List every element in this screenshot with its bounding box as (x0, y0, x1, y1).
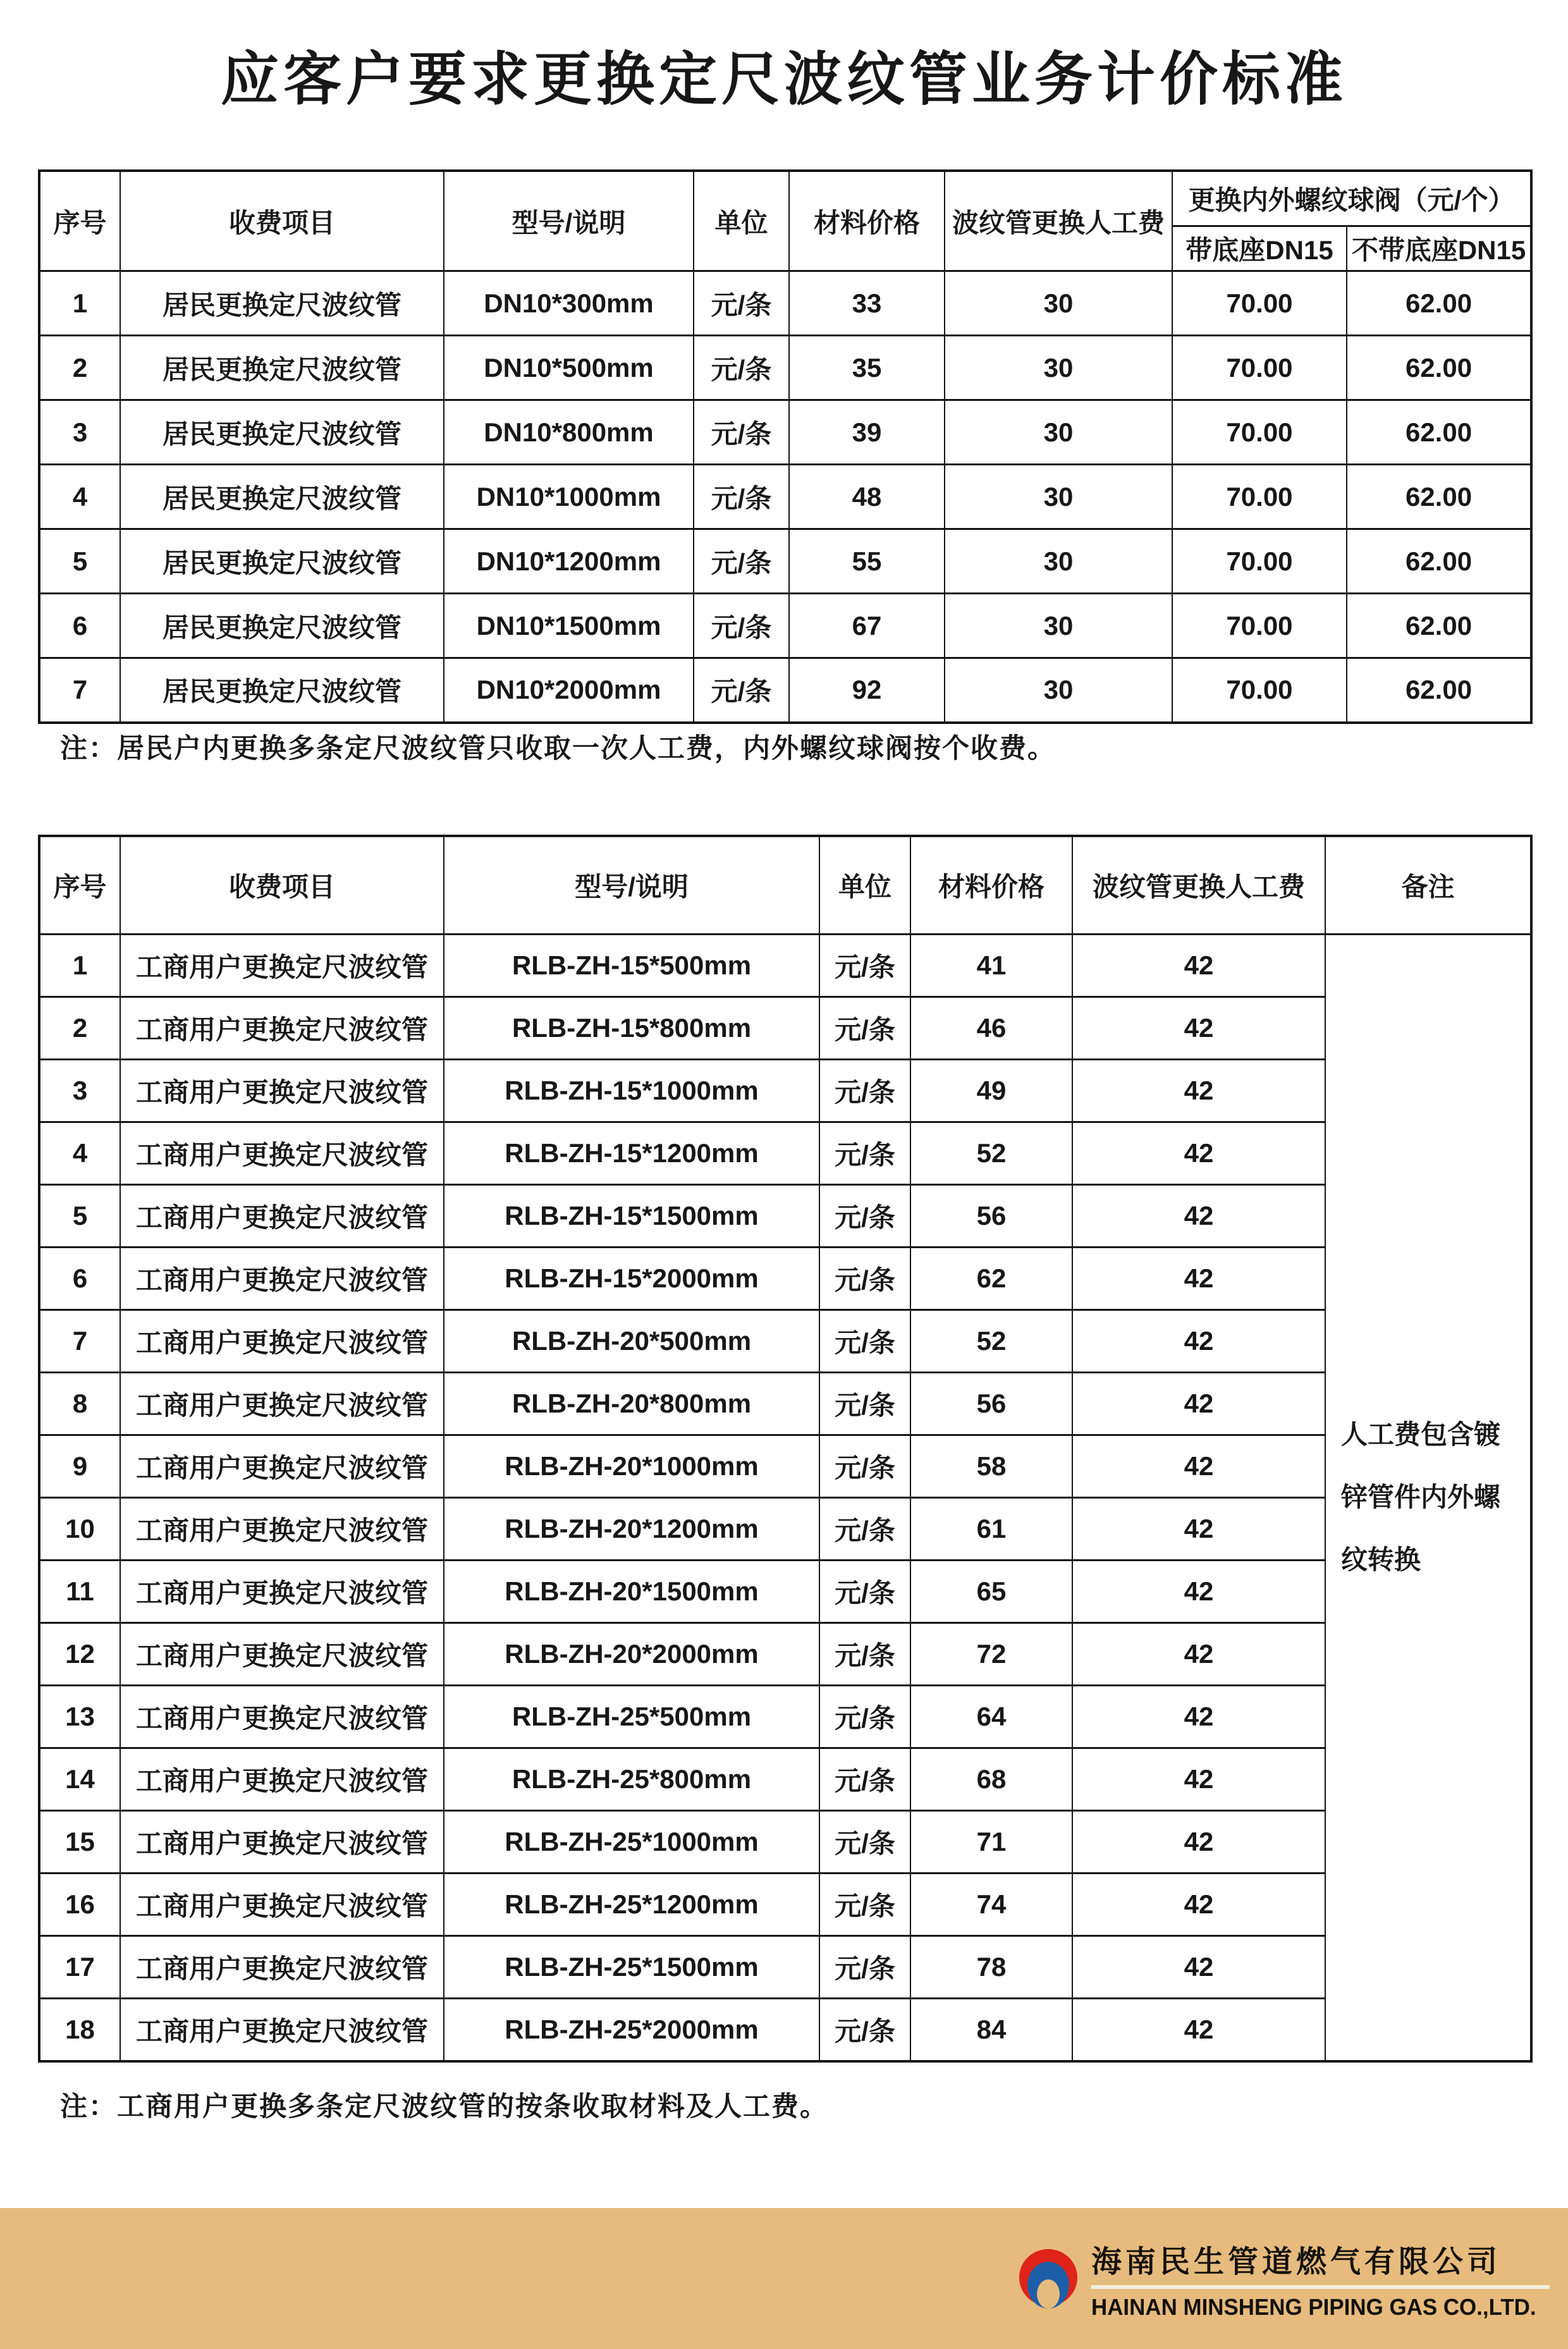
table-cell: 5 (39, 1185, 120, 1248)
table-cell: 元/条 (694, 271, 789, 336)
table-cell: 7 (39, 658, 120, 723)
table-cell: DN10*1000mm (444, 465, 694, 529)
table-cell: 30 (945, 400, 1172, 465)
table-cell: 65 (910, 1561, 1072, 1623)
company-name-english: HAINAN MINSHENG PIPING GAS CO.,LTD. (1091, 2293, 1536, 2320)
table-cell: 14 (39, 1748, 120, 1811)
table-cell: 工商用户更换定尺波纹管 (120, 1373, 444, 1435)
table-cell: 58 (910, 1435, 1072, 1498)
table-cell: 居民更换定尺波纹管 (120, 271, 444, 336)
table-cell: 70.00 (1172, 400, 1347, 465)
table-cell: 42 (1072, 1185, 1325, 1248)
table-cell: 元/条 (819, 1373, 910, 1435)
table-cell: 工商用户更换定尺波纹管 (120, 1122, 444, 1185)
column-header-valve-with-base: 带底座DN15 (1172, 226, 1347, 271)
table-cell: 居民更换定尺波纹管 (120, 594, 444, 658)
table-cell: 30 (945, 658, 1172, 723)
column-header-valve-group: 更换内外螺纹球阀（元/个） (1172, 171, 1531, 226)
table-cell: 42 (1072, 1686, 1325, 1748)
table-row (39, 1936, 1531, 1999)
table-cell: 49 (910, 1060, 1072, 1122)
table-cell: 工商用户更换定尺波纹管 (120, 1623, 444, 1686)
table-cell: 12 (39, 1623, 120, 1686)
table-row (39, 1248, 1531, 1310)
column-header-seq: 序号 (39, 171, 120, 271)
table-cell: 元/条 (819, 1310, 910, 1373)
table-cell: 42 (1072, 1623, 1325, 1686)
table-cell: 70.00 (1172, 336, 1347, 400)
table-cell: 46 (910, 997, 1072, 1060)
table-row (39, 465, 1531, 529)
column-header-labor-fee: 波纹管更换人工费 (1072, 836, 1325, 935)
table-cell: RLB-ZH-25*500mm (444, 1686, 819, 1748)
table-cell: 41 (910, 935, 1072, 997)
table-cell: 10 (39, 1498, 120, 1561)
table-row (39, 336, 1531, 400)
table-cell: 工商用户更换定尺波纹管 (120, 1561, 444, 1623)
table-cell: 工商用户更换定尺波纹管 (120, 1748, 444, 1811)
table-cell: 工商用户更换定尺波纹管 (120, 1811, 444, 1874)
table-cell: 工商用户更换定尺波纹管 (120, 1060, 444, 1122)
column-header-model: 型号/说明 (444, 836, 819, 935)
table-row (39, 1122, 1531, 1185)
table-cell: DN10*300mm (444, 271, 694, 336)
table-cell: RLB-ZH-15*1200mm (444, 1122, 819, 1185)
table-cell: DN10*1500mm (444, 594, 694, 658)
table-cell: 64 (910, 1686, 1072, 1748)
table-cell: 元/条 (819, 1561, 910, 1623)
table-row (39, 1373, 1531, 1435)
table-cell: 6 (39, 1248, 120, 1310)
table-cell: 56 (910, 1373, 1072, 1435)
table-row (39, 1874, 1531, 1936)
table1-header-row (39, 171, 1531, 226)
table-cell: 3 (39, 1060, 120, 1122)
table-cell: 元/条 (694, 594, 789, 658)
table-cell: 元/条 (694, 529, 789, 594)
table-cell: 3 (39, 400, 120, 465)
table-cell: RLB-ZH-25*800mm (444, 1748, 819, 1811)
table-cell: DN10*2000mm (444, 658, 694, 723)
table-cell: 工商用户更换定尺波纹管 (120, 1686, 444, 1748)
table-cell: 70.00 (1172, 594, 1347, 658)
table-row (39, 1686, 1531, 1748)
table-cell: 元/条 (819, 1060, 910, 1122)
table-cell: RLB-ZH-15*800mm (444, 997, 819, 1060)
column-header-valve-without-base: 不带底座DN15 (1347, 226, 1531, 271)
table-row (39, 529, 1531, 594)
table-row (39, 658, 1531, 723)
table-cell: 70.00 (1172, 658, 1347, 723)
table-cell: 62.00 (1347, 400, 1531, 465)
table-cell: 工商用户更换定尺波纹管 (120, 1999, 444, 2061)
table-row (39, 1999, 1531, 2061)
table-cell: 62.00 (1347, 529, 1531, 594)
table-cell: 工商用户更换定尺波纹管 (120, 1185, 444, 1248)
table-cell: 30 (945, 594, 1172, 658)
table-cell: 61 (910, 1498, 1072, 1561)
commercial-pricing-table (38, 835, 1533, 2063)
table-cell: 13 (39, 1686, 120, 1748)
residential-note: 注：居民户内更换多条定尺波纹管只收取一次人工费，内外螺纹球阀按个收费。 (60, 733, 1056, 764)
table-cell: 元/条 (819, 1498, 910, 1561)
table-row (39, 935, 1531, 997)
table-cell: 30 (945, 529, 1172, 594)
table-cell: 30 (945, 271, 1172, 336)
table-row (39, 1310, 1531, 1373)
table-cell: 62.00 (1347, 658, 1531, 723)
table-cell: 42 (1072, 1060, 1325, 1122)
table-cell: 居民更换定尺波纹管 (120, 465, 444, 529)
table-cell: 6 (39, 594, 120, 658)
table-cell: 5 (39, 529, 120, 594)
table-cell: RLB-ZH-20*500mm (444, 1310, 819, 1373)
table-cell: 42 (1072, 1435, 1325, 1498)
table-row (39, 1060, 1531, 1122)
table-cell: 1 (39, 935, 120, 997)
table-cell: 62.00 (1347, 594, 1531, 658)
table-cell: 工商用户更换定尺波纹管 (120, 1248, 444, 1310)
remark-merged-cell: 人工费包含镀锌管件内外螺纹转换 (1325, 935, 1531, 2061)
table-cell: RLB-ZH-20*1000mm (444, 1435, 819, 1498)
table-cell: RLB-ZH-20*1200mm (444, 1498, 819, 1561)
table-cell: 42 (1072, 1999, 1325, 2061)
table-cell: 78 (910, 1936, 1072, 1999)
table-cell: 74 (910, 1874, 1072, 1936)
table-cell: 2 (39, 997, 120, 1060)
table-cell: 元/条 (819, 1748, 910, 1811)
table-cell: RLB-ZH-15*1500mm (444, 1185, 819, 1248)
table-cell: 71 (910, 1811, 1072, 1874)
table-cell: 56 (910, 1185, 1072, 1248)
table-cell: RLB-ZH-25*1500mm (444, 1936, 819, 1999)
table-cell: 68 (910, 1748, 1072, 1811)
table-cell: RLB-ZH-25*1200mm (444, 1874, 819, 1936)
table-cell: 70.00 (1172, 529, 1347, 594)
table-cell: RLB-ZH-15*1000mm (444, 1060, 819, 1122)
column-header-material-price: 材料价格 (910, 836, 1072, 935)
table-cell: 元/条 (694, 465, 789, 529)
table-row (39, 1498, 1531, 1561)
table-cell: DN10*500mm (444, 336, 694, 400)
table-cell: 42 (1072, 1874, 1325, 1936)
table-cell: 工商用户更换定尺波纹管 (120, 1936, 444, 1999)
table-cell: 工商用户更换定尺波纹管 (120, 1498, 444, 1561)
column-header-material-price: 材料价格 (789, 171, 945, 271)
table-row (39, 1748, 1531, 1811)
table-cell: 居民更换定尺波纹管 (120, 336, 444, 400)
table-cell: 元/条 (819, 1623, 910, 1686)
column-header-unit: 单位 (819, 836, 910, 935)
table-cell: 70.00 (1172, 465, 1347, 529)
table-cell: RLB-ZH-15*500mm (444, 935, 819, 997)
table-cell: 33 (789, 271, 945, 336)
table2-header-row (39, 836, 1531, 935)
table-cell: 8 (39, 1373, 120, 1435)
table-row (39, 997, 1531, 1060)
company-logo-icon (1019, 2249, 1077, 2309)
table-cell: 39 (789, 400, 945, 465)
table-cell: 92 (789, 658, 945, 723)
table-cell: 4 (39, 1122, 120, 1185)
table-cell: 16 (39, 1874, 120, 1936)
table-cell: 72 (910, 1623, 1072, 1686)
table-cell: 35 (789, 336, 945, 400)
column-header-labor-fee: 波纹管更换人工费 (945, 171, 1172, 271)
table-row (39, 1435, 1531, 1498)
table-cell: RLB-ZH-20*800mm (444, 1373, 819, 1435)
table-cell: 元/条 (819, 1874, 910, 1936)
table-cell: 工商用户更换定尺波纹管 (120, 1310, 444, 1373)
column-header-model: 型号/说明 (444, 171, 694, 271)
table-cell: 元/条 (819, 1122, 910, 1185)
table-cell: 42 (1072, 1248, 1325, 1310)
table-cell: 18 (39, 1999, 120, 2061)
page-title: 应客户要求更换定尺波纹管业务计价标准 (220, 47, 1347, 112)
column-header-item: 收费项目 (120, 171, 444, 271)
table-cell: RLB-ZH-25*1000mm (444, 1811, 819, 1874)
table-cell: 元/条 (819, 1936, 910, 1999)
table-cell: 居民更换定尺波纹管 (120, 658, 444, 723)
table-cell: 11 (39, 1561, 120, 1623)
table-row (39, 594, 1531, 658)
table-cell: 工商用户更换定尺波纹管 (120, 1435, 444, 1498)
table-cell: 元/条 (819, 1435, 910, 1498)
column-header-remark: 备注 (1325, 836, 1531, 935)
table-cell: 84 (910, 1999, 1072, 2061)
table-cell: 元/条 (694, 336, 789, 400)
table-cell: RLB-ZH-20*1500mm (444, 1561, 819, 1623)
table-cell: 30 (945, 465, 1172, 529)
company-name-chinese: 海南民生管道燃气有限公司 (1091, 2245, 1502, 2279)
table-cell: 48 (789, 465, 945, 529)
table-cell: 居民更换定尺波纹管 (120, 529, 444, 594)
table-cell: 42 (1072, 997, 1325, 1060)
table-cell: 62.00 (1347, 271, 1531, 336)
table-cell: 42 (1072, 1936, 1325, 1999)
table-cell: 元/条 (694, 400, 789, 465)
table-row (39, 271, 1531, 336)
table-cell: 62 (910, 1248, 1072, 1310)
table-cell: 2 (39, 336, 120, 400)
table-row (39, 400, 1531, 465)
table-cell: 工商用户更换定尺波纹管 (120, 1874, 444, 1936)
table-cell: 17 (39, 1936, 120, 1999)
table-cell: 42 (1072, 1748, 1325, 1811)
table-cell: 元/条 (819, 1811, 910, 1874)
company-brand (1019, 2237, 1550, 2321)
company-name-block (1091, 2237, 1550, 2321)
table-cell: 42 (1072, 1561, 1325, 1623)
table-cell: DN10*1200mm (444, 529, 694, 594)
table-row (39, 1811, 1531, 1874)
table-cell: 元/条 (819, 1185, 910, 1248)
table-cell: 42 (1072, 1310, 1325, 1373)
table-cell: 52 (910, 1310, 1072, 1373)
table-row (39, 1185, 1531, 1248)
column-header-unit: 单位 (694, 171, 789, 271)
table-cell: 工商用户更换定尺波纹管 (120, 935, 444, 997)
table-cell: 67 (789, 594, 945, 658)
table-cell: 7 (39, 1310, 120, 1373)
table-cell: 元/条 (819, 1248, 910, 1310)
footer-band (0, 2208, 1568, 2349)
table-cell: 62.00 (1347, 336, 1531, 400)
table-row (39, 1561, 1531, 1623)
table-cell: 55 (789, 529, 945, 594)
table-cell: 工商用户更换定尺波纹管 (120, 997, 444, 1060)
table-cell: 52 (910, 1122, 1072, 1185)
table-cell: 15 (39, 1811, 120, 1874)
table-cell: 30 (945, 336, 1172, 400)
residential-pricing-table (38, 169, 1533, 724)
table-cell: 42 (1072, 1373, 1325, 1435)
table-cell: 居民更换定尺波纹管 (120, 400, 444, 465)
table-cell: 元/条 (819, 1999, 910, 2061)
brand-divider (1091, 2285, 1550, 2289)
table-cell: 4 (39, 465, 120, 529)
column-header-seq: 序号 (39, 836, 120, 935)
table-cell: 元/条 (819, 1686, 910, 1748)
table-row (39, 1623, 1531, 1686)
table-cell: 62.00 (1347, 465, 1531, 529)
table-cell: DN10*800mm (444, 400, 694, 465)
table-cell: 1 (39, 271, 120, 336)
commercial-note: 注：工商用户更换多条定尺波纹管的按条收取材料及人工费。 (60, 2092, 828, 2122)
table-cell: 42 (1072, 1811, 1325, 1874)
table-cell: RLB-ZH-20*2000mm (444, 1623, 819, 1686)
table-cell: 元/条 (694, 658, 789, 723)
table-cell: RLB-ZH-15*2000mm (444, 1248, 819, 1310)
table-cell: 42 (1072, 1498, 1325, 1561)
column-header-item: 收费项目 (120, 836, 444, 935)
table-cell: 42 (1072, 935, 1325, 997)
table-cell: 元/条 (819, 935, 910, 997)
table-cell: 元/条 (819, 997, 910, 1060)
table-cell: 9 (39, 1435, 120, 1498)
table-cell: RLB-ZH-25*2000mm (444, 1999, 819, 2061)
logo-core (1037, 2279, 1060, 2309)
table-cell: 42 (1072, 1122, 1325, 1185)
table-cell: 70.00 (1172, 271, 1347, 336)
